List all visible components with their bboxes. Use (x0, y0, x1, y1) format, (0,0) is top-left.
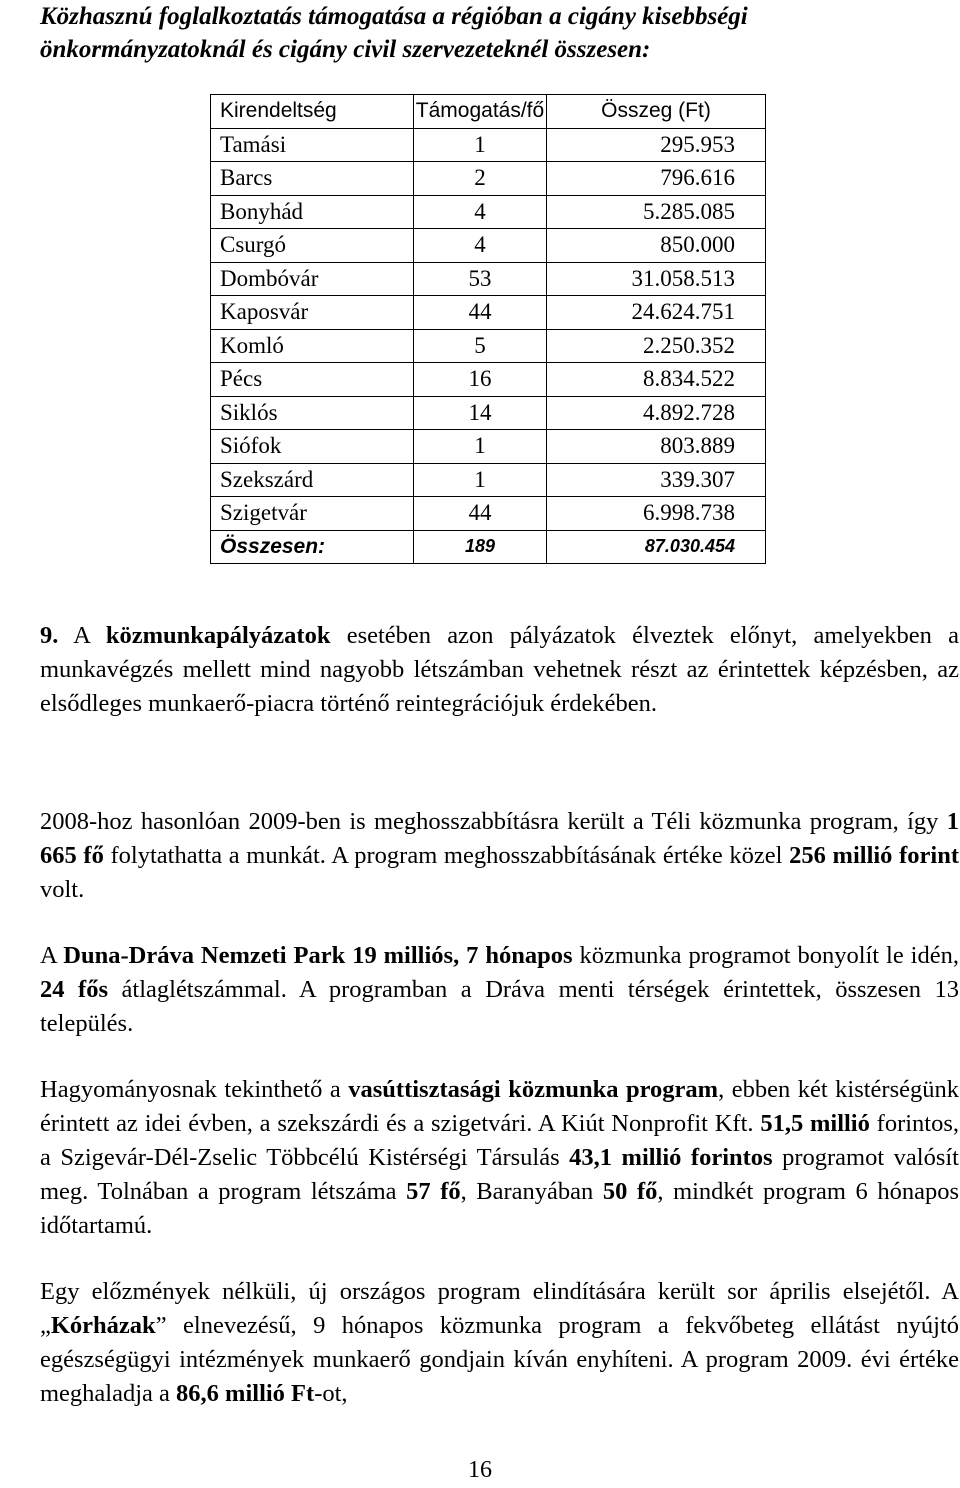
paragraph-number: 9. (40, 622, 59, 649)
cell-tamogatas: 2 (414, 162, 547, 196)
cell-tamogatas: 4 (414, 195, 547, 229)
bold-span: 57 fő (406, 1178, 461, 1205)
cell-tamogatas: 1 (414, 430, 547, 464)
table-row (211, 396, 766, 430)
text-span: A (40, 942, 64, 969)
cell-osszeg: 295.953 (547, 128, 766, 162)
bold-span: 51,5 millió (760, 1110, 870, 1137)
text-span: közmunka programot bonyolít le idén, (572, 942, 959, 969)
cell-osszeg: 4.892.728 (547, 396, 766, 430)
table-row (211, 329, 766, 363)
cell-tamogatas: 1 (414, 128, 547, 162)
table-row (211, 296, 766, 330)
total-count: 189 (414, 530, 547, 564)
bold-span: 256 millió forint (789, 842, 959, 869)
cell-osszeg: 31.058.513 (547, 262, 766, 296)
table-total-row (211, 530, 766, 564)
cell-osszeg: 5.285.085 (547, 195, 766, 229)
cell-osszeg: 8.834.522 (547, 363, 766, 397)
paragraph-duna-drava (40, 939, 959, 1041)
cell-kirendeltseg: Dombóvár (211, 262, 414, 296)
total-amount: 87.030.454 (547, 530, 766, 564)
cell-kirendeltseg: Bonyhád (211, 195, 414, 229)
text-span: -ot, (314, 1380, 348, 1407)
bold-span: Duna-Dráva Nemzeti Park 19 milliós, 7 hónapos (63, 942, 573, 969)
text-span: , ebben két kistérségünk érintett az idei évben, a szekszárdi és a szigetvári. A Kiút Nonprofit Kft. (40, 1076, 959, 1137)
paragraph-railway (40, 1073, 959, 1243)
bold-span: közmunkapályázatok (105, 622, 331, 649)
cell-osszeg: 796.616 (547, 162, 766, 196)
section-heading: Közhasznú foglalkoztatás támogatása a régióban a cigány kisebbségi önkormányzatoknál és cigány civil szervezeteknél összesen: (40, 3, 748, 63)
cell-tamogatas: 14 (414, 396, 547, 430)
cell-osszeg: 803.889 (547, 430, 766, 464)
table-row (211, 162, 766, 196)
cell-osszeg: 24.624.751 (547, 296, 766, 330)
column-header-tamogatas: Támogatás/fő (414, 95, 547, 129)
text-span: Hagyományosnak tekinthető a (40, 1076, 349, 1103)
table-row (211, 195, 766, 229)
cell-osszeg: 850.000 (547, 229, 766, 263)
column-header-kirendeltseg: Kirendeltség (211, 95, 414, 129)
bold-span: Kórházak (50, 1312, 156, 1339)
page-number: 16 (468, 1457, 492, 1483)
cell-osszeg: 339.307 (547, 463, 766, 497)
text-span: volt. (40, 876, 85, 903)
text-span: 2008-hoz hasonlóan 2009-ben is meghosszabbításra került a Téli közmunka program, így (40, 808, 947, 835)
bold-span: 43,1 millió forintos (569, 1144, 773, 1171)
table-row (211, 497, 766, 531)
text-span: Egy előzmények nélküli, új országos program elindítására került sor április elsejétől. A „ (40, 1278, 959, 1339)
table-header-row (211, 95, 766, 129)
total-label: Összesen: (211, 530, 414, 564)
text-span: átlaglétszámmal. A programban a Dráva menti térségek érintettek, összesen 13 település. (40, 976, 959, 1037)
text-span: folytathatta a munkát. A program meghosszabbításának értéke közel (103, 842, 790, 869)
bold-span: 50 fő (602, 1178, 658, 1205)
subsidy-table (210, 94, 766, 564)
cell-kirendeltseg: Tamási (211, 128, 414, 162)
text-span: , mindkét program 6 hónapos időtartamú. (40, 1178, 959, 1239)
cell-osszeg: 6.998.738 (547, 497, 766, 531)
table-body (211, 128, 766, 530)
text-span: , Baranyában (460, 1178, 603, 1205)
table-row (211, 229, 766, 263)
cell-kirendeltseg: Komló (211, 329, 414, 363)
paragraph-winter-program (40, 805, 959, 907)
bold-span: vasúttisztasági közmunka program (348, 1076, 719, 1103)
text-span: ” elnevezésű, 9 hónapos közmunka program a fekvőbeteg ellátást nyújtó egészségügyi intézmények munkaerő gondjain kíván enyhíteni. A program 2009. évi értéke meghaladja a (40, 1312, 959, 1407)
cell-kirendeltseg: Szigetvár (211, 497, 414, 531)
table-row (211, 430, 766, 464)
cell-tamogatas: 5 (414, 329, 547, 363)
cell-kirendeltseg: Barcs (211, 162, 414, 196)
cell-kirendeltseg: Siófok (211, 430, 414, 464)
bold-span: 24 fős (40, 976, 108, 1003)
column-header-osszeg: Összeg (Ft) (547, 95, 766, 129)
text-span: forintos, a Szigevár-Dél-Zselic Többcélú Kistérségi Társulás (40, 1110, 960, 1171)
bold-span: 86,6 millió Ft (176, 1380, 315, 1407)
text-span: A (58, 622, 106, 649)
table-row (211, 363, 766, 397)
cell-kirendeltseg: Pécs (211, 363, 414, 397)
table-row (211, 463, 766, 497)
cell-tamogatas: 4 (414, 229, 547, 263)
text-span: programot valósít meg. Tolnában a program létszáma (40, 1144, 959, 1205)
text-span: esetében azon pályázatok élveztek előnyt, amelyekben a munkavégzés mellett mind nagyobb létszámban vehetnek részt az érintettek képzésben, az elsődleges munkaerő-piacra történő reintegrációjuk érdekében. (40, 622, 959, 717)
cell-kirendeltseg: Siklós (211, 396, 414, 430)
cell-tamogatas: 44 (414, 497, 547, 531)
cell-tamogatas: 53 (414, 262, 547, 296)
paragraph-9 (40, 619, 959, 721)
cell-kirendeltseg: Csurgó (211, 229, 414, 263)
cell-kirendeltseg: Kaposvár (211, 296, 414, 330)
cell-osszeg: 2.250.352 (547, 329, 766, 363)
bold-span: 1 665 fő (40, 808, 959, 869)
table-row (211, 262, 766, 296)
cell-tamogatas: 1 (414, 463, 547, 497)
cell-kirendeltseg: Szekszárd (211, 463, 414, 497)
cell-tamogatas: 44 (414, 296, 547, 330)
cell-tamogatas: 16 (414, 363, 547, 397)
paragraph-hospitals (40, 1275, 959, 1411)
table-row (211, 128, 766, 162)
